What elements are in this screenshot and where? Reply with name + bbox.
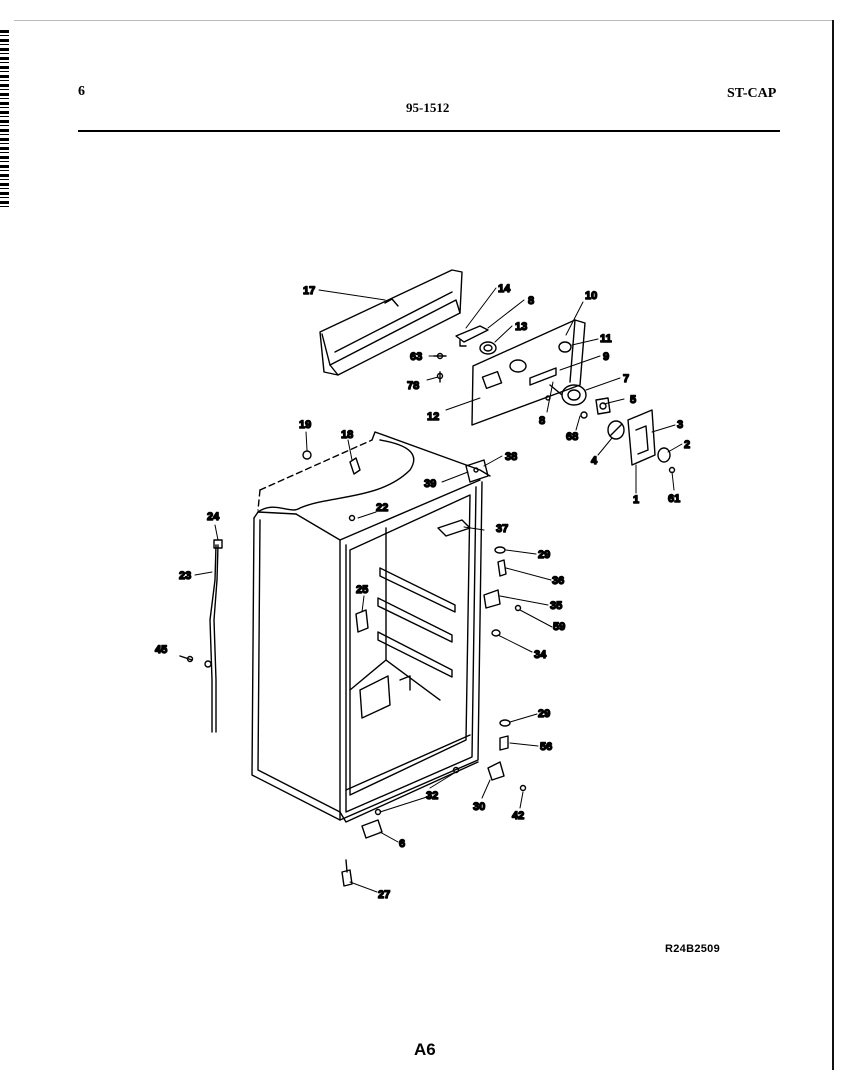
- part-hinge-35: [484, 590, 500, 608]
- page-number: 6: [78, 84, 85, 99]
- part-lamp-clip: [658, 448, 675, 473]
- part-lamp-housing: [628, 410, 655, 465]
- callout-63: 63: [410, 351, 423, 363]
- part-drain-tube: [210, 540, 222, 732]
- callout-3: 3: [677, 419, 684, 431]
- callout-14: 14: [498, 283, 511, 295]
- part-hinge-pin-29b: [500, 720, 510, 726]
- callout-11: 11: [600, 333, 612, 345]
- part-screw-22: [350, 516, 355, 521]
- callout-42: 42: [512, 810, 525, 822]
- callout-8a: 8: [528, 295, 535, 307]
- part-thermostat-knob: [480, 342, 496, 354]
- callout-7: 7: [623, 373, 630, 385]
- callout-22: 22: [376, 502, 389, 514]
- callout-56: 56: [540, 741, 553, 753]
- callout-36: 36: [552, 575, 565, 587]
- callout-25: 25: [356, 584, 369, 596]
- part-top-cover: [320, 270, 462, 375]
- part-leveler-6: [362, 820, 382, 838]
- diagram-code: R24B2509: [665, 943, 720, 955]
- part-bulb: [608, 421, 624, 439]
- callout-45: 45: [155, 644, 168, 656]
- callout-59: 59: [553, 621, 566, 633]
- doc-number: 95-1512: [406, 100, 450, 115]
- footer-page-number: A6: [414, 1040, 436, 1059]
- part-cap-19: [303, 451, 311, 459]
- callout-4: 4: [591, 455, 598, 467]
- callout-29a: 29: [538, 549, 551, 561]
- callout-10: 10: [585, 290, 598, 302]
- callout-2: 2: [684, 439, 691, 451]
- part-lamp-socket: [596, 398, 610, 414]
- part-hinge-top: [466, 460, 488, 482]
- part-cabinet: [252, 432, 490, 822]
- part-hinge-pin-29a: [495, 547, 505, 553]
- callout-39: 39: [424, 478, 437, 490]
- callout-1: 1: [633, 494, 640, 506]
- part-hinge-36: [498, 560, 506, 576]
- callout-34: 34: [534, 649, 547, 661]
- part-hinge-56: [500, 736, 508, 750]
- callout-23: 23: [179, 570, 192, 582]
- callout-37: 37: [496, 523, 509, 535]
- callout-6: 6: [399, 838, 406, 850]
- callout-13: 13: [515, 321, 528, 333]
- callout-9: 9: [603, 351, 610, 363]
- part-shelf-support: [356, 610, 368, 632]
- part-hinge-bottom-30: [488, 762, 504, 780]
- part-control-panel: [472, 320, 585, 425]
- part-screw-18: [350, 458, 360, 474]
- callout-18: 18: [341, 429, 354, 441]
- callout-8b: 8: [539, 415, 546, 427]
- callout-17: 17: [303, 285, 316, 297]
- part-drain-clip: [180, 656, 211, 667]
- model-code: ST-CAP: [727, 86, 777, 101]
- callout-19: 19: [299, 419, 312, 431]
- callout-32: 32: [426, 790, 439, 802]
- callout-61: 61: [668, 493, 681, 505]
- callout-78: 78: [407, 380, 420, 392]
- callout-12: 12: [427, 411, 440, 423]
- callout-35: 35: [550, 600, 563, 612]
- part-screw-42: [521, 786, 526, 791]
- callout-68: 68: [566, 431, 579, 443]
- callout-38: 38: [505, 451, 518, 463]
- callout-24: 24: [207, 511, 220, 523]
- callout-5: 5: [630, 394, 637, 406]
- callout-27: 27: [378, 889, 391, 901]
- callout-30: 30: [473, 801, 486, 813]
- callout-29b: 29: [538, 708, 551, 720]
